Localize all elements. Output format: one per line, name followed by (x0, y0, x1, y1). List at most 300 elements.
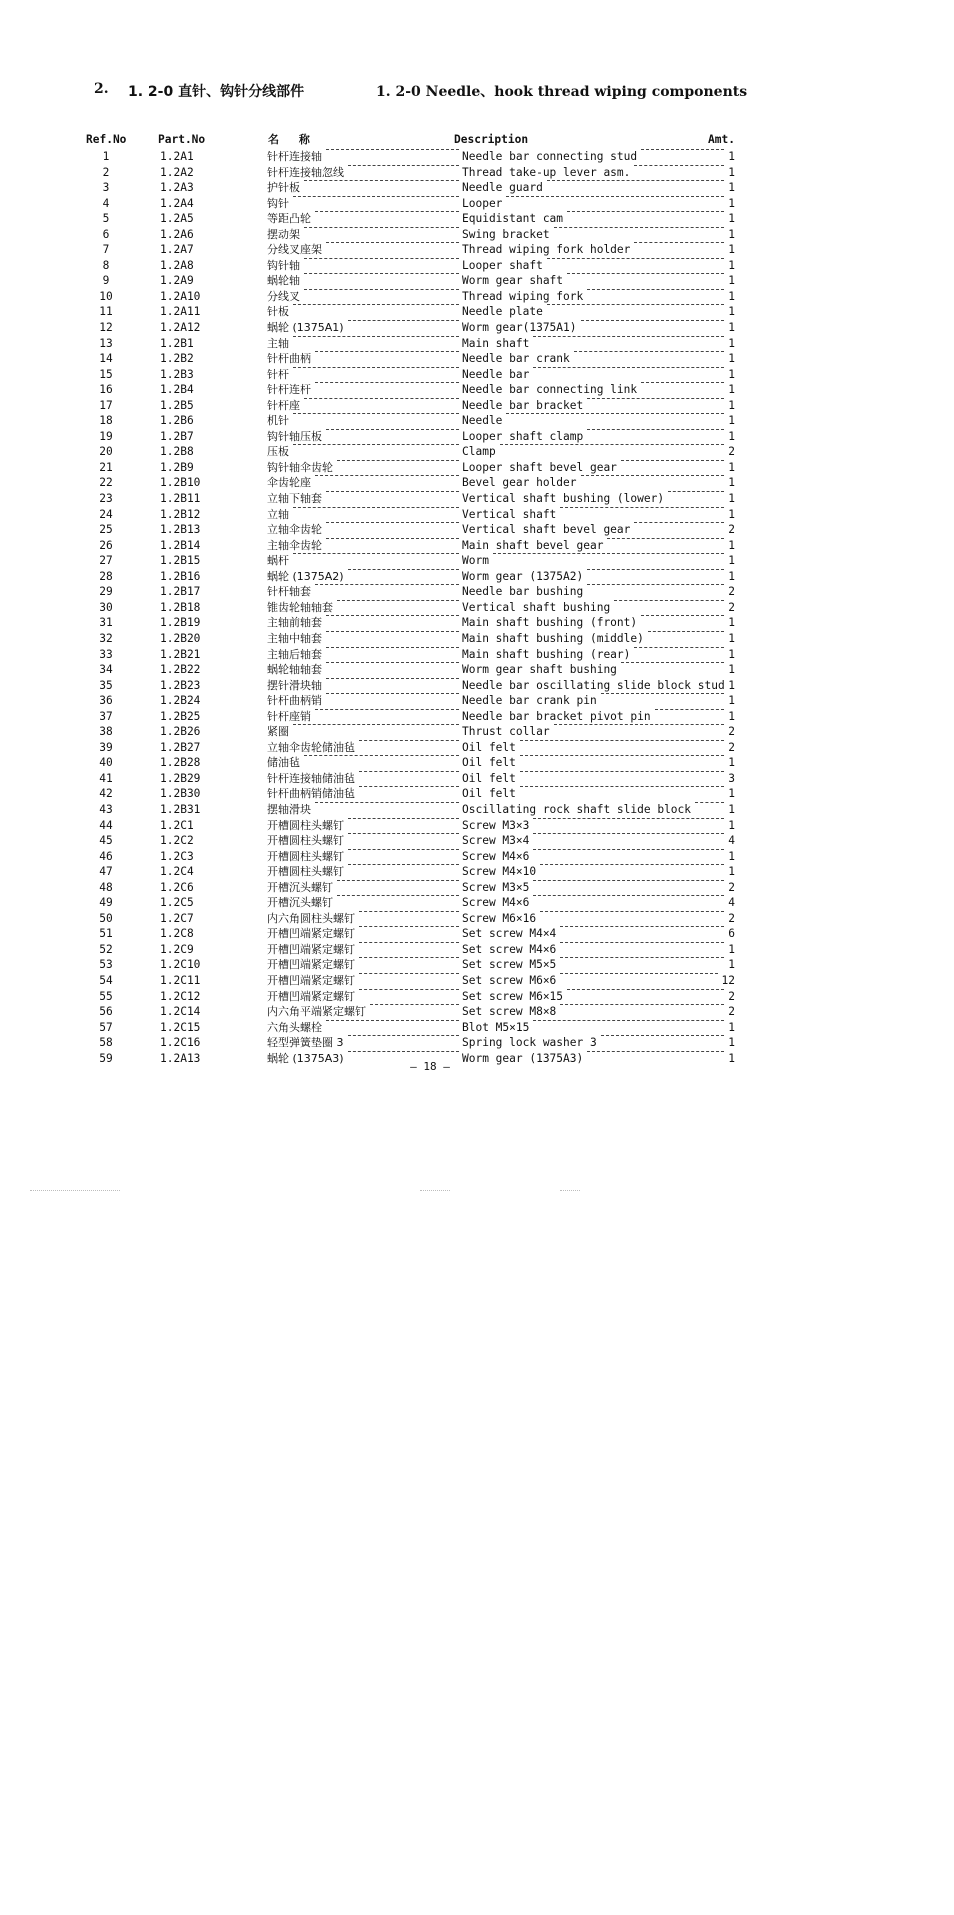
ref-number: 34 (99, 663, 113, 677)
table-row (90, 615, 735, 631)
description: Worm (462, 554, 489, 568)
amount: 1 (728, 1051, 735, 1065)
ref-number: 56 (99, 1005, 113, 1019)
ref-number: 55 (99, 989, 113, 1003)
table-row (90, 693, 735, 709)
description: Needle bar crank pin (462, 694, 597, 708)
leader-dots (348, 320, 459, 321)
leader-dots (348, 1035, 459, 1036)
table-row (90, 553, 735, 569)
table-row (90, 475, 735, 491)
name-cn: 储油毡 (267, 756, 300, 770)
amount: 2 (728, 740, 735, 754)
leader-dots (337, 460, 459, 461)
description: Thread take-up lever asm. (462, 165, 631, 179)
table-row (90, 165, 735, 181)
name-cn: 针杆 (267, 367, 289, 381)
section-heading (94, 81, 748, 103)
ref-number: 58 (99, 1036, 113, 1050)
table-row (90, 740, 735, 756)
description: Needle bar crank (462, 352, 570, 366)
name-cn: 蜗轮轴 (267, 274, 300, 288)
table-row (90, 413, 735, 429)
table-row (90, 833, 735, 849)
leader-dots (359, 926, 459, 927)
description: Set screw M6×6 (462, 973, 557, 987)
name-cn: 主轴 (267, 336, 289, 350)
description: Looper (462, 196, 503, 210)
leader-dots (359, 911, 459, 912)
ref-number: 57 (99, 1020, 113, 1034)
leader-dots (500, 444, 724, 445)
amount: 12 (721, 973, 735, 987)
description: Needle bar bracket (462, 398, 584, 412)
leader-dots (554, 724, 724, 725)
leader-dots (533, 895, 724, 896)
part-number: 1.2B7 (160, 429, 194, 443)
name-cn: 钩针轴伞齿轮 (267, 460, 333, 474)
leader-dots (359, 989, 459, 990)
ref-number: 50 (99, 911, 113, 925)
amount: 1 (728, 616, 735, 630)
table-row (90, 647, 735, 663)
amount: 1 (728, 538, 735, 552)
leader-dots (337, 895, 459, 896)
name-cn: 护针板 (267, 181, 300, 195)
amount: 2 (728, 600, 735, 614)
ref-number: 10 (99, 289, 113, 303)
amount: 1 (728, 663, 735, 677)
leader-dots (359, 942, 459, 943)
part-number: 1.2A12 (160, 321, 201, 335)
name-cn: 开槽圆柱头螺钉 (267, 818, 344, 832)
part-number: 1.2B4 (160, 383, 194, 397)
ref-number: 22 (99, 476, 113, 490)
leader-dots (560, 926, 724, 927)
part-number: 1.2C9 (160, 942, 194, 956)
leader-dots (359, 740, 459, 741)
leader-dots (293, 553, 459, 554)
leader-dots (293, 444, 459, 445)
table-row (90, 709, 735, 725)
amount: 1 (728, 429, 735, 443)
leader-dots (533, 336, 724, 337)
leader-dots (621, 460, 724, 461)
part-number: 1.2C11 (160, 973, 201, 987)
name-cn: 分线叉座架 (267, 243, 322, 257)
table-row (90, 786, 735, 802)
leader-dots (304, 289, 459, 290)
ref-number: 29 (99, 585, 113, 599)
amount: 1 (728, 289, 735, 303)
name-cn: 六角头螺栓 (267, 1020, 322, 1034)
leader-dots (621, 662, 724, 663)
description: Needle (462, 414, 503, 428)
part-number: 1.2A10 (160, 289, 201, 303)
ref-number: 49 (99, 896, 113, 910)
amount: 1 (728, 802, 735, 816)
description: Looper shaft bevel gear (462, 460, 617, 474)
ref-number: 53 (99, 958, 113, 972)
table-row (90, 460, 735, 476)
amount: 1 (728, 321, 735, 335)
table-row (90, 320, 735, 336)
amount: 2 (728, 911, 735, 925)
part-number: 1.2B17 (160, 585, 201, 599)
amount: 1 (728, 243, 735, 257)
description: Looper shaft clamp (462, 429, 584, 443)
leader-dots (315, 211, 459, 212)
leader-dots (634, 165, 724, 166)
leader-dots (547, 258, 724, 259)
amount: 1 (728, 398, 735, 412)
column-header-ref: Ref.No (86, 133, 127, 146)
parts-table (86, 133, 735, 1066)
amount: 1 (728, 476, 735, 490)
description: Screw M4×6 (462, 896, 530, 910)
description: Needle bar oscillating slide block stud (462, 678, 725, 692)
name-cn: 开槽沉头螺钉 (267, 896, 333, 910)
name-cn: 蜗杆 (267, 554, 289, 568)
description: Screw M3×3 (462, 818, 530, 832)
name-cn: 摆轴滑块 (267, 802, 311, 816)
ref-number: 16 (99, 383, 113, 397)
leader-dots (601, 693, 724, 694)
ref-number: 25 (99, 523, 113, 537)
leader-dots (641, 149, 724, 150)
description: Screw M3×4 (462, 834, 530, 848)
leader-dots (293, 196, 459, 197)
ref-number: 17 (99, 398, 113, 412)
ref-number: 42 (99, 787, 113, 801)
leader-dots (493, 553, 724, 554)
leader-dots (533, 818, 724, 819)
leader-dots (695, 802, 724, 803)
leader-dots (533, 367, 724, 368)
ref-number: 27 (99, 554, 113, 568)
ref-number: 11 (99, 305, 113, 319)
part-number: 1.2C3 (160, 849, 194, 863)
leader-dots (668, 491, 724, 492)
leader-dots (520, 740, 724, 741)
leader-dots (520, 786, 724, 787)
part-number: 1.2A6 (160, 227, 194, 241)
amount: 4 (728, 834, 735, 848)
table-row (90, 211, 735, 227)
column-header-amount: Amt. (708, 133, 735, 146)
amount: 1 (728, 849, 735, 863)
leader-dots (337, 600, 459, 601)
part-number: 1.2B11 (160, 492, 201, 506)
leader-dots (641, 615, 724, 616)
leader-dots (326, 647, 459, 648)
leader-dots (547, 304, 724, 305)
ref-number: 21 (99, 460, 113, 474)
amount: 1 (728, 305, 735, 319)
part-number: 1.2B29 (160, 771, 201, 785)
name-cn: 立轴伞齿轮 (267, 523, 322, 537)
leader-dots (601, 1035, 724, 1036)
table-row (90, 864, 735, 880)
amount: 1 (728, 212, 735, 226)
table-row (90, 849, 735, 865)
leader-dots (315, 351, 459, 352)
leader-dots (634, 522, 724, 523)
part-number: 1.2C5 (160, 896, 194, 910)
description: Vertical shaft bushing (462, 600, 611, 614)
leader-dots (533, 849, 724, 850)
name-cn: 钩针 (267, 196, 289, 210)
description: Oil felt (462, 771, 516, 785)
leader-dots (547, 180, 724, 181)
description: Vertical shaft (462, 507, 557, 521)
leader-dots (587, 289, 724, 290)
leader-dots (304, 227, 459, 228)
leader-dots (614, 600, 724, 601)
amount: 1 (728, 352, 735, 366)
name-cn: 紧圈 (267, 725, 289, 739)
amount: 1 (728, 181, 735, 195)
leader-dots (587, 1051, 724, 1052)
leader-dots (326, 1020, 459, 1021)
leader-dots (304, 755, 459, 756)
table-row (90, 631, 735, 647)
ref-number: 51 (99, 927, 113, 941)
description: Thread wiping fork (462, 289, 584, 303)
description: Needle bar (462, 367, 530, 381)
part-number: 1.2B8 (160, 445, 194, 459)
table-row (90, 304, 735, 320)
amount: 1 (728, 227, 735, 241)
name-cn: 开槽圆柱头螺钉 (267, 865, 344, 879)
table-row (90, 429, 735, 445)
leader-dots (326, 538, 459, 539)
leader-dots (326, 693, 459, 694)
name-cn: 蜗轮 (1375A2) (267, 569, 344, 583)
part-number: 1.2A13 (160, 1051, 201, 1065)
amount: 1 (728, 274, 735, 288)
leader-dots (326, 631, 459, 632)
description: Needle guard (462, 181, 543, 195)
part-number: 1.2B10 (160, 476, 201, 490)
description: Needle bar connecting stud (462, 150, 638, 163)
leader-dots (648, 631, 724, 632)
part-number: 1.2B5 (160, 398, 194, 412)
ref-number: 1 (102, 150, 110, 163)
amount: 2 (728, 1005, 735, 1019)
name-cn: 开槽凹端紧定螺钉 (267, 942, 355, 956)
leader-dots (326, 522, 459, 523)
part-number: 1.2B31 (160, 802, 201, 816)
name-cn: 压板 (267, 445, 289, 459)
table-row (90, 196, 735, 212)
leader-dots (326, 662, 459, 663)
part-number: 1.2B28 (160, 756, 201, 770)
ref-number: 28 (99, 569, 113, 583)
name-cn: 针杆连接轴储油毡 (267, 771, 355, 785)
leader-dots (581, 475, 724, 476)
name-cn: 钩针轴压板 (267, 429, 322, 443)
description: Needle bar bracket pivot pin (462, 709, 651, 723)
name-cn: 伞齿轮座 (267, 476, 311, 490)
leader-dots (554, 227, 724, 228)
part-number: 1.2A2 (160, 165, 194, 179)
scan-speck (560, 1190, 580, 1191)
description: Screw M3×5 (462, 880, 530, 894)
table-row (90, 336, 735, 352)
leader-dots (560, 942, 724, 943)
description: Oil felt (462, 756, 516, 770)
table-row (90, 1020, 735, 1036)
part-number: 1.2C16 (160, 1036, 201, 1050)
amount: 1 (728, 694, 735, 708)
part-number: 1.2C10 (160, 958, 201, 972)
leader-dots (533, 833, 724, 834)
part-number: 1.2B6 (160, 414, 194, 428)
part-number: 1.2A1 (160, 150, 194, 163)
table-row (90, 926, 735, 942)
leader-dots (506, 413, 724, 414)
table-row (90, 755, 735, 771)
name-cn: 等距凸轮 (267, 212, 311, 226)
table-row (90, 989, 735, 1005)
leader-dots (293, 413, 459, 414)
name-cn: 主轴后轴套 (267, 647, 322, 661)
part-number: 1.2C12 (160, 989, 201, 1003)
name-cn: 摆动架 (267, 227, 300, 241)
part-number: 1.2A3 (160, 181, 194, 195)
ref-number: 26 (99, 538, 113, 552)
leader-dots (359, 771, 459, 772)
name-cn: 针杆曲柄销储油毡 (267, 787, 355, 801)
amount: 1 (728, 150, 735, 163)
section-title-en: 1. 2-0 Needle、hook thread wiping components (376, 84, 748, 100)
description: Worm gear shaft bushing (462, 663, 617, 677)
description: Oil felt (462, 787, 516, 801)
name-cn: 摆针滑块轴 (267, 678, 322, 692)
name-cn: 立轴下轴套 (267, 492, 322, 506)
table-row (90, 180, 735, 196)
amount: 1 (728, 818, 735, 832)
part-number: 1.2C1 (160, 818, 194, 832)
amount: 1 (728, 165, 735, 179)
name-cn: 针杆座 (267, 398, 300, 412)
ref-number: 14 (99, 352, 113, 366)
description: Screw M6×16 (462, 911, 537, 925)
amount: 1 (728, 460, 735, 474)
scan-speck (420, 1190, 450, 1191)
table-row (90, 678, 735, 694)
name-cn: 开槽凹端紧定螺钉 (267, 973, 355, 987)
description: Vertical shaft bushing (lower) (462, 492, 665, 506)
ref-number: 46 (99, 849, 113, 863)
name-cn: 主轴伞齿轮 (267, 538, 322, 552)
leader-dots (587, 398, 724, 399)
description: Needle bar bushing (462, 585, 584, 599)
leader-dots (315, 709, 459, 710)
ref-number: 23 (99, 492, 113, 506)
column-header-description: Description (454, 133, 529, 146)
column-header-name-cn: 名 称 (268, 133, 318, 146)
part-number: 1.2B12 (160, 507, 201, 521)
page-number: — 18 — (410, 1060, 450, 1073)
ref-number: 52 (99, 942, 113, 956)
part-number: 1.2B14 (160, 538, 201, 552)
name-cn: 主轴中轴套 (267, 631, 322, 645)
name-cn: 立轴 (267, 507, 289, 521)
ref-number: 45 (99, 834, 113, 848)
leader-dots (533, 1020, 724, 1021)
leader-dots (315, 802, 459, 803)
leader-dots (348, 569, 459, 570)
ref-number: 40 (99, 756, 113, 770)
name-cn: 针板 (267, 305, 289, 319)
table-row (90, 522, 735, 538)
leader-dots (587, 584, 724, 585)
name-cn: 钩针轴 (267, 258, 300, 272)
description: Worm gear shaft (462, 274, 564, 288)
name-cn: 蜗轮轴轴套 (267, 663, 322, 677)
amount: 1 (728, 492, 735, 506)
ref-number: 15 (99, 367, 113, 381)
table-row (90, 351, 735, 367)
description: Worm gear (1375A3) (462, 1051, 584, 1065)
description: Vertical shaft bevel gear (462, 523, 631, 537)
description: Oscillating rock shaft slide block (462, 802, 692, 816)
leader-dots (607, 538, 724, 539)
leader-dots (348, 833, 459, 834)
leader-dots (348, 849, 459, 850)
amount: 2 (728, 725, 735, 739)
description: Worm gear (1375A2) (462, 569, 584, 583)
name-cn: 针杆曲柄销 (267, 694, 322, 708)
amount: 6 (728, 927, 735, 941)
ref-number: 54 (99, 973, 113, 987)
leader-dots (370, 1004, 459, 1005)
description: Blot M5×15 (462, 1020, 530, 1034)
amount: 1 (728, 258, 735, 272)
name-cn: 立轴伞齿轮储油毡 (267, 740, 355, 754)
amount: 3 (728, 771, 735, 785)
table-row (90, 382, 735, 398)
part-number: 1.2B21 (160, 647, 201, 661)
part-number: 1.2C8 (160, 927, 194, 941)
description: Set screw M6×15 (462, 989, 564, 1003)
description: Screw M4×10 (462, 865, 537, 879)
part-number: 1.2B9 (160, 460, 194, 474)
name-cn: 针杆连杆 (267, 383, 311, 397)
ref-number: 2 (102, 165, 110, 179)
part-number: 1.2C6 (160, 880, 194, 894)
amount: 1 (728, 631, 735, 645)
scan-speck (30, 1190, 120, 1191)
leader-dots (326, 429, 459, 430)
part-number: 1.2C15 (160, 1020, 201, 1034)
ref-number: 59 (99, 1051, 113, 1065)
part-number: 1.2B26 (160, 725, 201, 739)
amount: 1 (728, 383, 735, 397)
table-row (90, 258, 735, 274)
amount: 1 (728, 942, 735, 956)
leader-dots (560, 973, 718, 974)
table-row (90, 895, 735, 911)
ref-number: 47 (99, 865, 113, 879)
description: Main shaft bevel gear (462, 538, 604, 552)
leader-dots (326, 615, 459, 616)
amount: 1 (728, 958, 735, 972)
ref-number: 20 (99, 445, 113, 459)
part-number: 1.2A7 (160, 243, 194, 257)
